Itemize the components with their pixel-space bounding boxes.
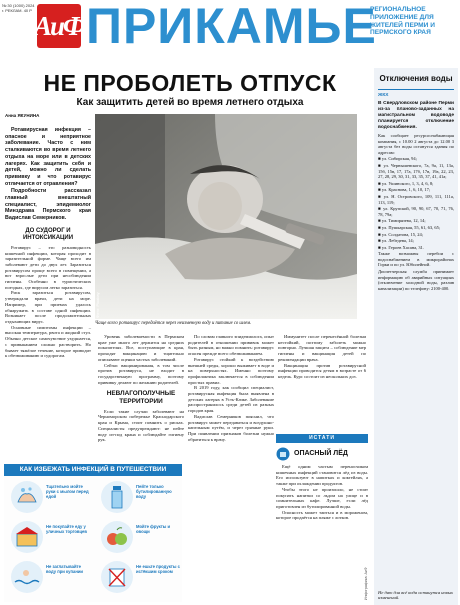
aside-credit: Инфографика: АиФ (364, 567, 368, 600)
address-item: ■ ул. Героев Хасана, 31. (378, 244, 425, 250)
body-paragraph: Вадислав Семерников пояснил, что ротавирус может передаваться и воздушно-капельным путём, и через грязные руки. При появлении признаков болезни нужно обратиться к врачу. (188, 413, 274, 442)
newspaper-title: ПРИКАМЬЕ (86, 0, 377, 54)
address-item: ■ ул. Тимирязева, 12, 14; (378, 218, 426, 224)
body-paragraph: Уровень заболеваемости в Пермском крае уже много лет держится на средних показателях. Все, поступающие в края, проходят вакцинацию и тщательно описывают оценки частых заболеваний. (98, 334, 184, 362)
lead-paragraph: Подробности рассказал главный внештатный специалист, эпидемиолог Минздрава Пермского края Вадислав Семерников. (5, 188, 91, 222)
address-item: ■ ул. Солдатова, 15, 24; (378, 231, 423, 237)
body-paragraph: Иммунитет после перенесённой болезни нестойкий, поэтому заболеть можно повторно. Лучшая защита – соблюдение мер гигиены и вакцинация детей по рекомендации врача. (278, 334, 366, 362)
water-bottle-icon (100, 480, 134, 514)
section-body (5, 245, 91, 359)
child-in-bed-photo (95, 114, 357, 319)
photo-credit: Фото: Pixabay (95, 292, 100, 318)
infographic-item: Не заглатывайте воду при купании (46, 564, 84, 574)
body-paragraph: По словам главного эпидемиолога, опыт родителей в отношении прививок может быть разным, но важно помнить: ротавирус опасен прежде всего обезвоживанием. (188, 334, 274, 357)
logo-letters: АиФ (34, 10, 84, 41)
divider (378, 89, 454, 90)
address-item: ■ ул. Н. Островского, 109, 111, 111а, 113, 119; (378, 193, 454, 205)
body-paragraph: Опасность может таиться и в мороженом, которое продаётся на пляже с лотков. (276, 509, 368, 521)
column-lead: В Свердловском районе Перми из-за планово-заданных на магистральном водоводе планируется отключение водоснабжения. (378, 101, 454, 130)
infographic-item: Тщательно мойте руки с мылом перед едой (46, 484, 89, 499)
address-item: ■ ул. Пушкарская, 55, 61, 63, 65; (378, 224, 441, 230)
issue-number: № 30 (1000) 2024 г. РЕКЛАМ. 40 Р (2, 3, 35, 13)
address-paragraph: Диспетчерская служба принимает информацию об аварийных ситуациях (отключение холодной воды, разлив канализации) по телефону: 2100-400. (378, 269, 454, 291)
aside-header (276, 447, 368, 461)
photo-caption: Чаще всего ротавирус передаётся через неизменную воду и питание со шлем. (95, 321, 252, 326)
lead-paragraph: Ротавирусная инфекция – опасное и неприятное заболевание. Часто с ним сталкиваются во время летнего отдыха на море или в детских лагерях. Как защитить себя и детей, можно ли сделать прививку и что ротавирус отличается от отравления? (5, 127, 91, 187)
address-item: ■ ул. Крупской, 90, 90, 67, 70, 71, 76, 78, 79а; (378, 206, 454, 217)
column-3 (188, 334, 274, 442)
hand-wash-icon (10, 480, 44, 514)
expired-food-icon (100, 560, 134, 594)
infographic-title: КАК ИЗБЕЖАТЬ ИНФЕКЦИЙ В ПУТЕШЕСТВИИ (4, 464, 182, 476)
aside-box (276, 434, 368, 602)
address-item: ■ ул. Чернышевского, 7а, 9а, 11, 13а, 15б, 15в, 17, 17а, 17б, 17в, 19а, 22, 23, 27, 28, 29, 30, 31, 33, 35, 37, 41, 41а; (378, 162, 454, 180)
column-rubric: ЖКХ (378, 93, 389, 98)
column-4 (278, 334, 366, 380)
utilities-column (374, 68, 458, 605)
address-paragraph: Также возможны перебои с водоснабжением в микрорайонах Горки и по ул. Юбилейной. (378, 251, 454, 268)
aif-logo (34, 4, 84, 48)
body-paragraph: Вакцинация против ротавирусной инфекции проводится детям в возрасте от 6 недель. Курс состоит из нескольких доз. (278, 362, 366, 379)
body-paragraph: Риск заразиться ротавирусом, утверждали врачи, дети на море. Например, при приемах удалось обнаружить в составе одной инфекции. Возникает после продолжительных отдыхающих вирус. (5, 290, 91, 324)
address-paragraph: Как сообщает ресурсоснабжающая компания, с 10.00 2 августа до 12.00 3 августа без воды останутся здания по адресам: (378, 133, 454, 155)
article-headline: НЕ ПРОБОЛЕТЬ ОТПУСК (43, 70, 337, 96)
body-paragraph: Ротавирус – это разновидность кишечной инфекции, которая проходит в заразительной форме. Чаще всего им заболевают дети до двух лет. Заразиться ротавирусом проще всего в помещении, а вот взрослые дети при несоблюдении гигиены. Особенно в туристических поездках, где вирусом легко заразиться. (5, 244, 91, 290)
article-subheadline: Как защитить детей во время летнего отдыха (76, 97, 304, 108)
aside-title: ОПАСНЫЙ ЛЁД (294, 450, 348, 457)
aside-body (276, 464, 368, 521)
address-item: ■ ул. Ушинского, 1, 3, 4, 6, 8; (378, 180, 434, 186)
column-body (374, 133, 458, 291)
address-item: ■ ул. Лебедева, 14; (378, 238, 414, 244)
column-footer: Не даю для всё кода останутся новых изменений. (378, 589, 453, 601)
section-heading: НЕВЛАГОПОЛУЧНЫЕ ТЕРРИТОРИИ (106, 390, 176, 405)
article-photo (95, 114, 357, 319)
left-column (5, 113, 91, 359)
body-paragraph: Ротавирус стойкий к воздействию внешней среды, хорошо выживает в воде и на поверхностях. Именно поэтому профилактика заключается в соблюдении простых правил. (188, 356, 274, 385)
address-item: ■ ул. Краснова, 1, 6, 10, 17; (378, 187, 431, 193)
ice-cube-icon (276, 447, 290, 461)
column-heading: Отключения воды (379, 74, 453, 83)
swimming-icon (10, 560, 44, 594)
infographic-item: Мойте фрукты и овощи (136, 524, 171, 534)
infographic (4, 464, 182, 602)
infographic-item: Не ешьте продукты с истёкшим сроком (136, 564, 180, 574)
body-paragraph: Основные симптомы инфекции – высокая температура, рвота и жидкий стул. Обычно детское самочувствие ухудшается, с привыканием сложно растворить. Но бывает тяжёлое течение, которое приводит к обезвоживанию и судорогам. (5, 324, 91, 359)
body-paragraph: Чтобы этого не произошло, не стоит покупать напитки со льдом на улице и в сомнительных кафе. Лучше, если лёд приготовлен из бутилированной воды. (276, 486, 368, 509)
section-heading: ДО СУДОРОГ И ИНТОКСИКАЦИИ (22, 227, 74, 241)
aside-rubric: ИСТАТИ (276, 434, 368, 443)
street-food-icon (10, 520, 44, 554)
body-paragraph: Сейчас вакцинирования, в том числе против ротавируса, не входит в государственную программу, поэтому прививку делают по желанию родителей. (98, 362, 184, 385)
article-lead (5, 127, 91, 222)
masthead (0, 0, 460, 68)
body-paragraph: Ещё одним частым переносчиком кишечных инфекций становится лёд из воды. Его используют в напитках и коктейлях, а также при охлаждении продуктов. (276, 464, 368, 487)
body-paragraph: В 2019 году, как сообщил специалист, ротавирусная инфекция была выявлена в детских лагерях в Усть-Качке. Заболевание распространилось среди детей из разных городов края. (188, 385, 274, 414)
fruit-icon (100, 520, 134, 554)
column-2 (98, 334, 184, 443)
address-item: ■ ул. Сибирская, 94; (378, 156, 417, 162)
infographic-item: Пейте только бутилированную воду (136, 484, 172, 499)
infographic-item: Не покупайте еду у уличных торговцев (46, 524, 87, 534)
newspaper-subtitle: РЕГИОНАЛЬНОЕ ПРИЛОЖЕНИЕ ДЛЯ ЖИТЕЛЕЙ ПЕРМИ И ПЕРМСКОГО КРАЯ (370, 6, 435, 37)
body-paragraph: Если такие случаи заболевают на Черноморском побережье Краснодарского края и Крыма, стоит помнить о рисках. Специалисты предупреждают: не пейте воду из-под крана и соблюдайте гигиену рук. (98, 408, 184, 443)
article-author: Анна ЯКУНИНА (5, 113, 40, 118)
